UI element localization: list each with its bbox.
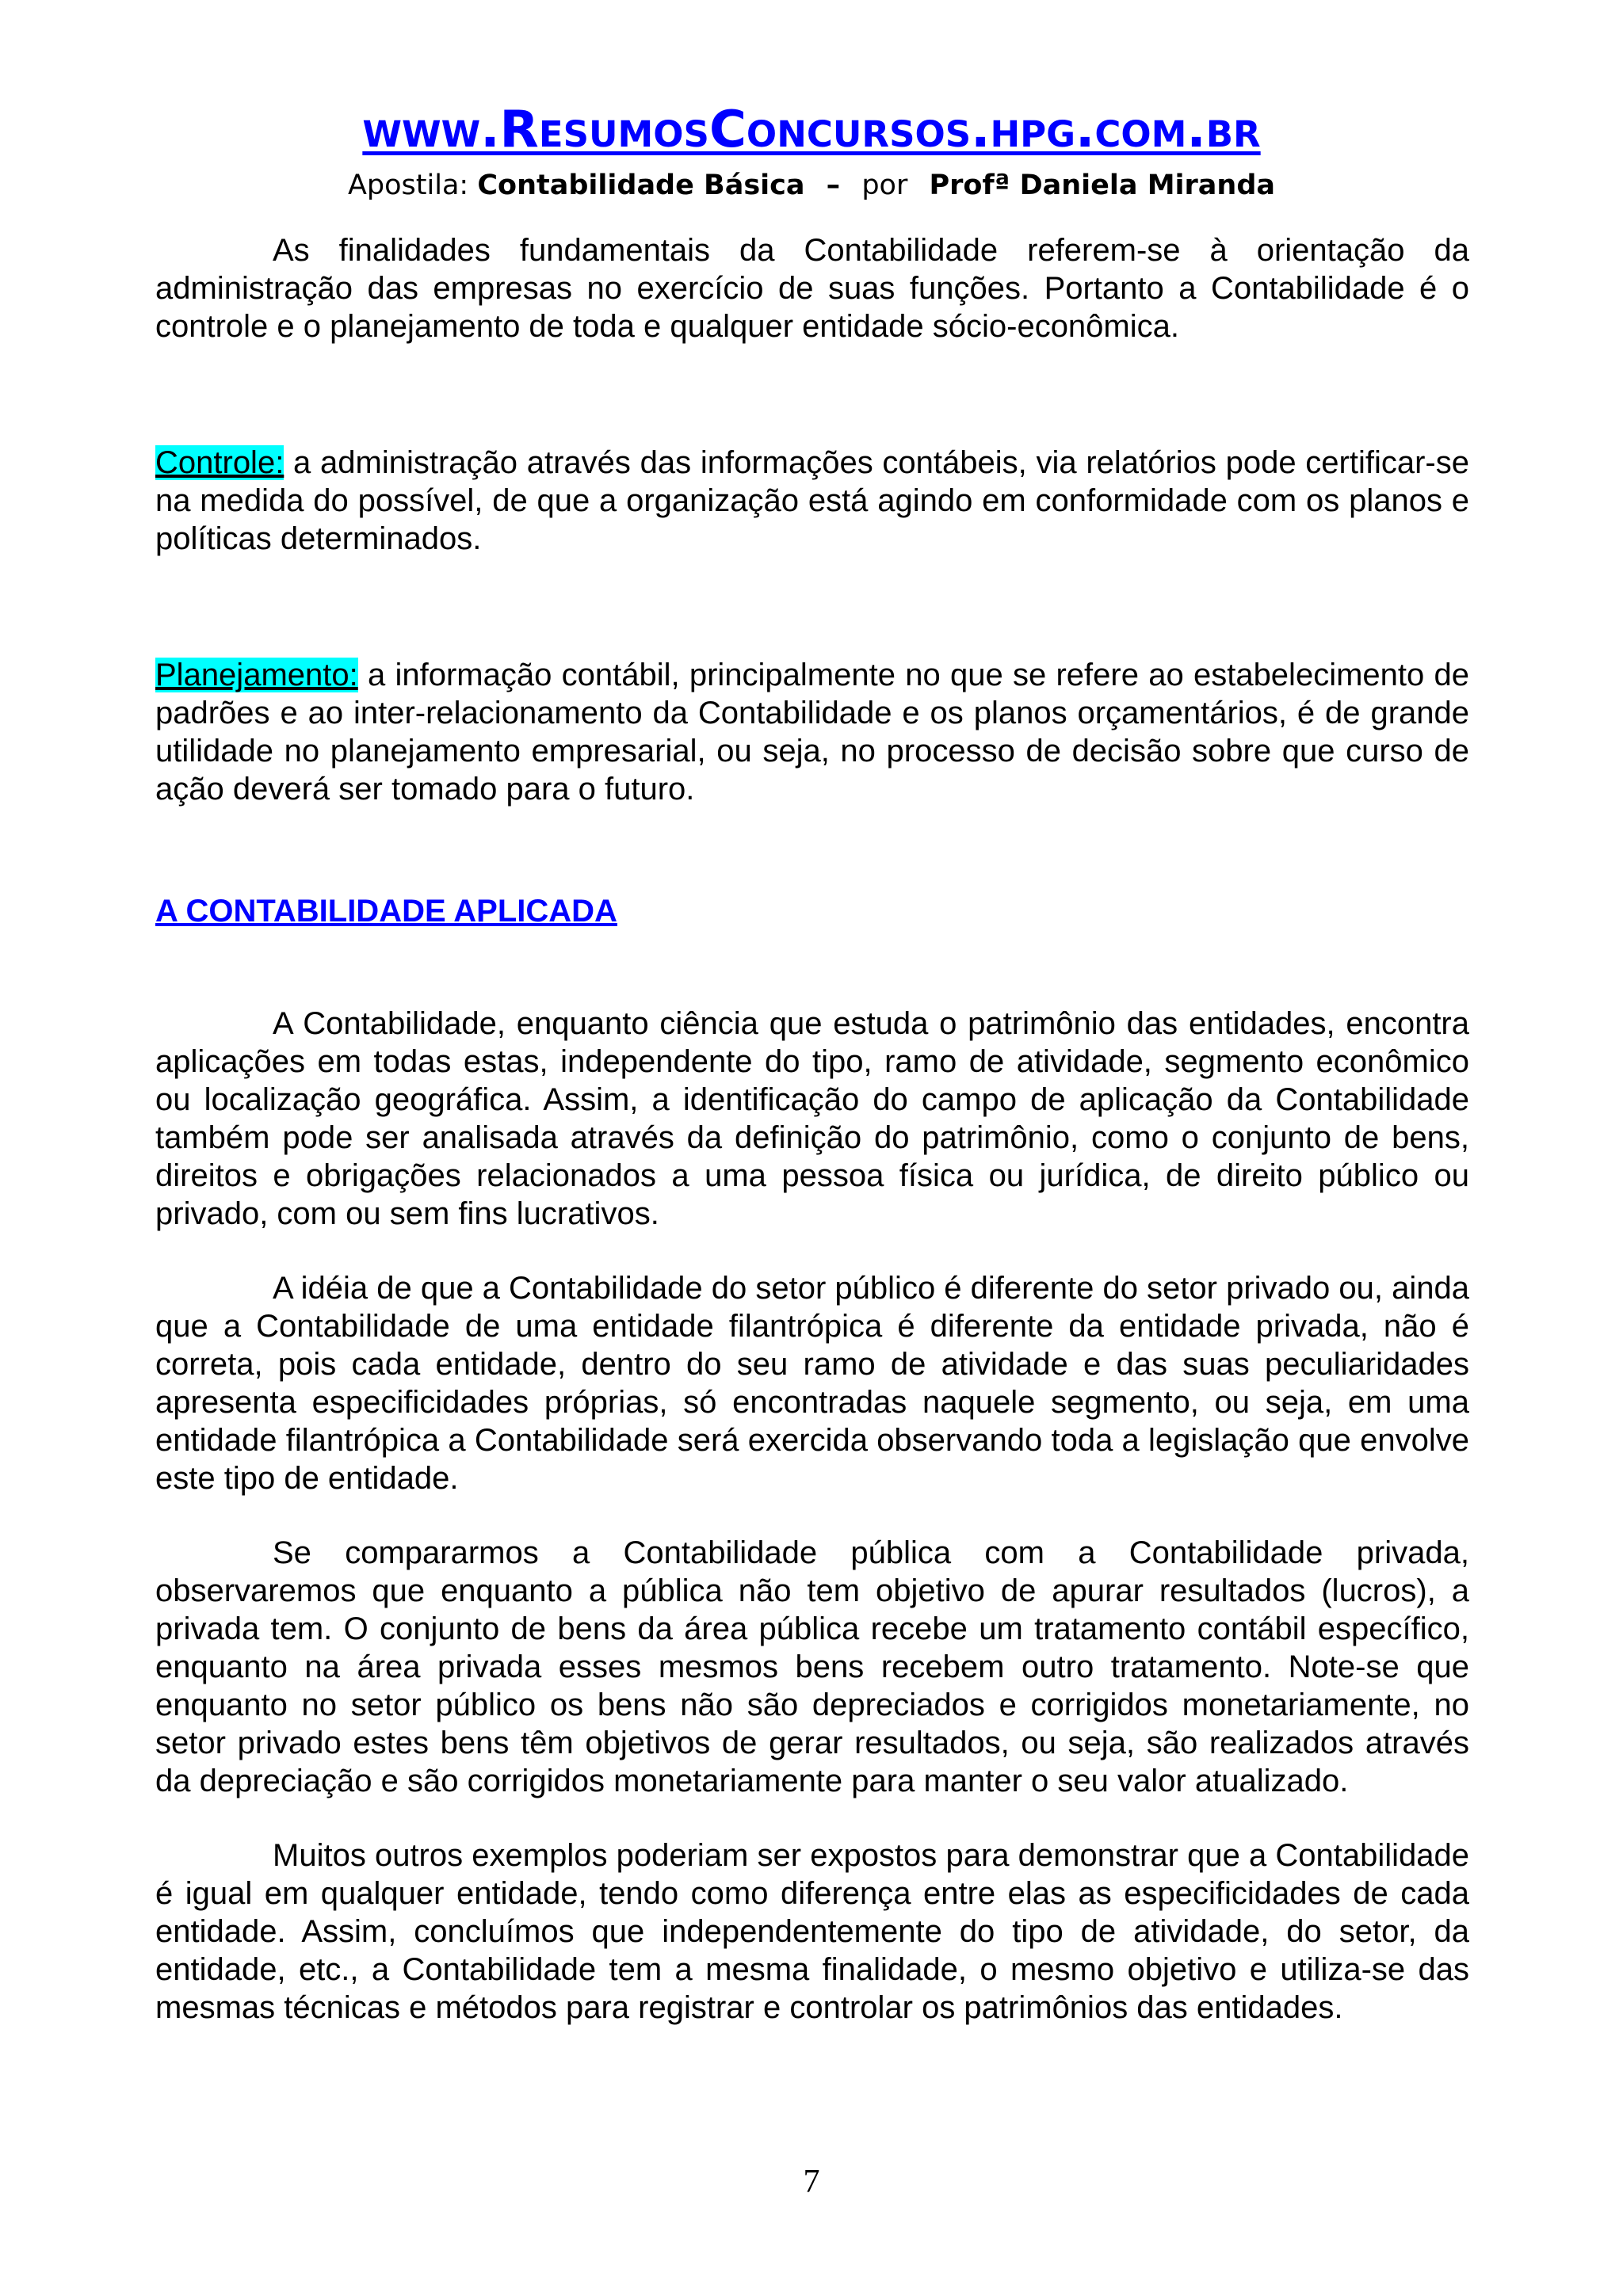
planejamento-term: Planejamento: [155, 658, 358, 692]
course-name: Contabilidade Básica [477, 170, 805, 201]
controle-text: a administração através das informações contábeis, via relatórios pode certificar-se na medida do possível, de que a organização está agindo em conformidade com os planos e políticas determinados. [155, 445, 1469, 556]
section-heading: A CONTABILIDADE APLICADA [155, 894, 617, 929]
document-body [155, 231, 1469, 2027]
section-paragraph-4: Muitos outros exemplos poderiam ser expostos para demonstrar que a Contabilidade é igual em qualquer entidade, tendo como diferença entre elas as especificidades de cada entidade. Assim, concluímos que independentemente do tipo de atividade, do setor, da entidade, etc., a Contabilidade tem a mesma finalidade, o mesmo objetivo e utiliza-se das mesmas técnicas e métodos para registrar e controlar os patrimônios das entidades. [155, 1838, 1469, 2025]
controle-term: Controle: [155, 445, 285, 480]
page-header [0, 101, 1623, 203]
planejamento-paragraph [155, 656, 1469, 808]
dash: – [826, 170, 841, 201]
section-paragraph-2: A idéia de que a Contabilidade do setor público é diferente do setor privado ou, ainda que a Contabilidade de uma entidade filantrópica é diferente da entidade privada, não é correta, pois cada entidade, dentro do seu ramo de atividade e das suas peculiaridades apresenta especificidades próprias, só encontradas naquele segmento, ou seja, em uma entidade filantrópica a Contabilidade será exercida observando toda a legislação que envolve este tipo de entidade. [155, 1271, 1469, 1496]
by-label: por [861, 170, 908, 201]
apostila-label: Apostila: [347, 170, 469, 201]
page-number: 7 [803, 2164, 820, 2200]
subtitle [0, 168, 1623, 203]
author-name: Profª Daniela Miranda [929, 170, 1276, 201]
planejamento-text: a informação contábil, principalmente no que se refere ao estabelecimento de padrões e ao inter-relacionamento da Contabilidade e os planos orçamentários, é de grande utilidade no planejamento empresarial, ou seja, no processo de decisão sobre que curso de ação deverá ser tomado para o futuro. [155, 658, 1469, 807]
intro-paragraph: As finalidades fundamentais da Contabilidade referem-se à orientação da administração das empresas no exercício de suas funções. Portanto a Contabilidade é o controle e o planejamento de toda e qualquer entidade sócio-econômica. [155, 233, 1469, 344]
site-title-link[interactable]: www.ResumosConcursos.hpg.com.br [362, 101, 1261, 159]
section-paragraph-3: Se compararmos a Contabilidade pública com a Contabilidade privada, observaremos que enquanto a pública não tem objetivo de apurar resultados (lucros), a privada tem. O conjunto de bens da área pública recebe um tratamento contábil específico, enquanto na área privada esses mesmos bens recebem outro tratamento. Note-se que enquanto no setor público os bens não são depreciados e corrigidos monetariamente, no setor privado estes bens têm objetivos de gerar resultados, ou seja, são realizados através da depreciação e são corrigidos monetariamente para manter o seu valor atualizado. [155, 1535, 1469, 1798]
section-paragraph-1: A Contabilidade, enquanto ciência que estuda o patrimônio das entidades, encontra aplicações em todas estas, independente do tipo, ramo de atividade, segmento econômico ou localização geográfica. Assim, a identificação do campo de aplicação da Contabilidade também pode ser analisada através da definição do patrimônio, como o conjunto de bens, direitos e obrigações relacionados a uma pessoa física ou jurídica, de direito público ou privado, com ou sem fins lucrativos. [155, 1006, 1469, 1231]
controle-paragraph [155, 444, 1469, 558]
